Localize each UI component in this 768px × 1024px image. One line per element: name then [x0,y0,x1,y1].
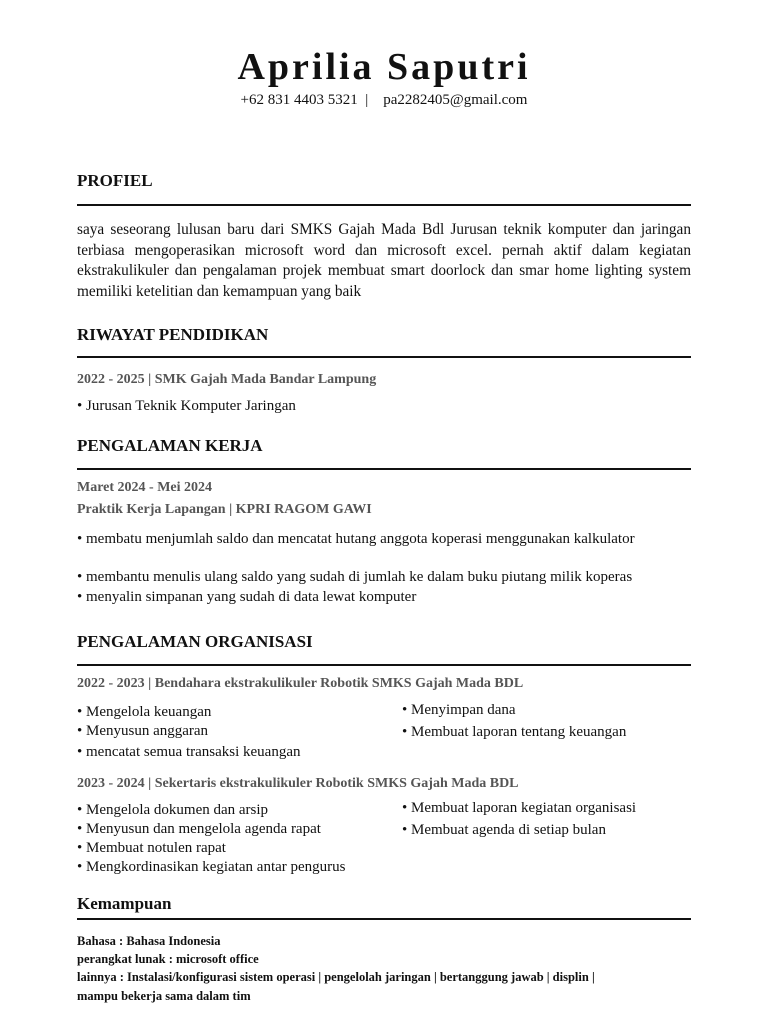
profile-text: saya seseorang lulusan baru dari SMKS Gajah Mada Bdl Jurusan teknik komputer dan jaringan terbiasa mengoperasikan microsoft word dan microsoft excel. pernah aktif dalam kegiatan ekstrakulikuler dan pengalaman projek membuat smart doorlock dan smar home lighting system memiliki ketelitian dan kemampuan yang baik [77,221,691,300]
skills-line: perangkat lunak : microsoft office [77,952,259,966]
work-role: Praktik Kerja Lapangan | KPRI RAGOM GAWI [77,502,372,517]
skills-line: mampu bekerja sama dalam tim [77,989,251,1003]
organization-entry-title: 2022 - 2023 | Bendahara ekstrakulikuler Robotik SMKS Gajah Mada BDL [77,676,524,691]
organization-task: • Membuat laporan tentang keuangan [402,724,627,740]
education-divider [77,356,691,358]
education-entry: 2022 - 2025 | SMK Gajah Mada Bandar Lampung [77,372,377,387]
skills-heading: Kemampuan [77,894,172,913]
contact-info: +62 831 4403 5321 | pa2282405@gmail.com [240,92,528,108]
work-period: Maret 2024 - Mei 2024 [77,480,213,495]
work-bullet: • menyalin simpanan yang sudah di data lewat komputer [77,589,417,605]
work-heading: PENGALAMAN KERJA [77,436,263,455]
work-divider [77,468,691,470]
profile-divider [77,204,691,206]
profile-heading: PROFIEL [77,171,153,190]
organization-task: • Menyusun anggaran [77,723,209,739]
organization-task: • Membuat agenda di setiap bulan [402,822,606,838]
organization-heading: PENGALAMAN ORGANISASI [77,632,313,651]
organization-task: • Menyimpan dana [402,702,516,718]
skills-line: Bahasa : Bahasa Indonesia [77,934,221,948]
work-bullet: • membantu menulis ulang saldo yang sudah di jumlah ke dalam buku piutang milik koperas [77,569,633,585]
organization-task: • Membuat notulen rapat [77,840,226,856]
organization-task: • Membuat laporan kegiatan organisasi [402,800,637,816]
education-heading: RIWAYAT PENDIDIKAN [77,325,269,344]
organization-divider [77,664,691,666]
organization-task: • mencatat semua transaksi keuangan [77,744,301,760]
organization-task: • Mengelola dokumen dan arsip [77,802,269,818]
skills-divider [77,918,691,920]
skills-line: lainnya : Instalasi/konfigurasi sistem operasi | pengelolah jaringan | bertanggung jawab | displin | [77,970,595,984]
organization-task: • Menyusun dan mengelola agenda rapat [77,821,321,837]
work-bullet: • membatu menjumlah saldo dan mencatat hutang anggota koperasi menggunakan kalkulator [77,531,635,547]
organization-task: • Mengelola keuangan [77,704,212,720]
organization-entry-title: 2023 - 2024 | Sekertaris ekstrakulikuler Robotik SMKS Gajah Mada BDL [77,776,519,791]
candidate-name: Aprilia Saputri [237,46,531,88]
education-bullet: • Jurusan Teknik Komputer Jaringan [77,398,296,414]
organization-task: • Mengkordinasikan kegiatan antar pengurus [77,859,346,875]
